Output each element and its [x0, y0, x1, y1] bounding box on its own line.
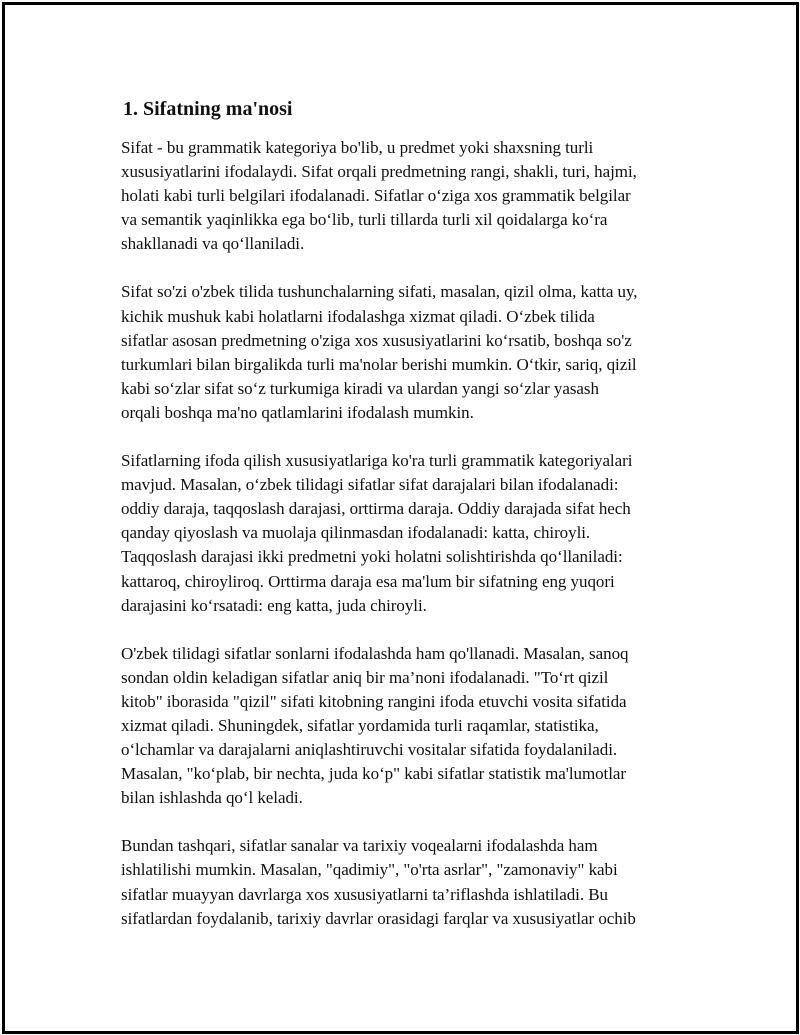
paragraph-line: Masalan, "ko‘plab, bir nechta, juda ko‘p" kabi sifatlar statistik ma'lumotlar [121, 764, 627, 784]
document-body [121, 95, 696, 955]
paragraph-line: sifatlar asosan predmetning o'ziga xos xususiyatlarini ko‘rsatib, boshqa so'z [121, 330, 632, 350]
paragraph-line: va semantik yaqinlikka ega bo‘lib, turli tillarda turli xil qoidalarga ko‘ra [121, 210, 608, 230]
paragraph-line: turkumlari bilan birgalikda turli ma'nolar berishi mumkin. O‘tkir, sariq, qizil [121, 354, 637, 374]
paragraph-line: xususiyatlarini ifodalaydi. Sifat orqali predmetning rangi, shakli, turi, hajmi, [121, 162, 637, 182]
body-paragraph [121, 449, 696, 618]
body-paragraph [121, 136, 696, 256]
paragraph-line: bilan ishlashda qo‘l keladi. [121, 788, 303, 808]
paragraph-line: Sifat so'zi o'zbek tilida tushunchalarning sifati, masalan, qizil olma, katta uy, [121, 282, 638, 302]
paragraph-line: mavjud. Masalan, o‘zbek tilidagi sifatlar sifat darajalari bilan ifodalanadi: [121, 475, 619, 495]
section-title: 1. Sifatning ma'nosi [123, 98, 293, 120]
paragraph-line: kabi so‘zlar sifat so‘z turkumiga kiradi va ulardan yangi so‘zlar yasash [121, 378, 599, 398]
body-paragraph [121, 280, 696, 425]
paragraph-line: sondan oldin keladigan sifatlar aniq bir ma’noni ifodalanadi. "To‘rt qizil [121, 667, 609, 687]
body-paragraph [121, 834, 696, 930]
paragraph-line: Sifatlarning ifoda qilish xususiyatlariga ko'ra turli grammatik kategoriyalari [121, 451, 633, 471]
paragraph-line: kichik mushuk kabi holatlarni ifodalashga xizmat qiladi. O‘zbek tilida [121, 306, 595, 326]
paragraph-line: oddiy daraja, taqqoslash darajasi, orttirma daraja. Oddiy darajada sifat hech [121, 499, 631, 519]
paragraph-line: kitob" iborasida "qizil" sifati kitobning rangini ifoda etuvchi vosita sifatida [121, 691, 627, 711]
paragraph-line: holati kabi turli belgilari ifodalanadi. Sifatlar o‘ziga xos grammatik belgilar [121, 186, 631, 206]
paragraph-list [121, 136, 696, 931]
body-paragraph [121, 642, 696, 811]
paragraph-line: ishlatilishi mumkin. Masalan, "qadimiy", "o'rta asrlar", "zamonaviy" kabi [121, 860, 618, 880]
paragraph-line: orqali boshqa ma'no qatlamlarini ifodalash mumkin. [121, 402, 474, 422]
paragraph-line: qanday qiyoslash va muolaja qilinmasdan ifodalanadi: katta, chiroyli. [121, 523, 591, 543]
paragraph-line: shakllanadi va qo‘llaniladi. [121, 234, 305, 254]
paragraph-line: Sifat - bu grammatik kategoriya bo'lib, u predmet yoki shaxsning turli [121, 138, 594, 157]
paragraph-line: kattaroq, chiroyliroq. Orttirma daraja esa ma'lum bir sifatning eng yuqori [121, 571, 615, 591]
paragraph-line: Taqqoslash darajasi ikki predmetni yoki holatni solishtirishda qo‘llaniladi: [121, 547, 623, 567]
paragraph-line: xizmat qiladi. Shuningdek, sifatlar yordamida turli raqamlar, statistika, [121, 715, 599, 735]
paragraph-line: darajasini ko‘rsatadi: eng katta, juda chiroyli. [121, 595, 427, 615]
paragraph-line: sifatlardan foydalanib, tarixiy davrlar orasidagi farqlar va xususiyatlar ochib [121, 908, 636, 928]
paragraph-line: o‘lchamlar va darajalarni aniqlashtiruvchi vositalar sifatida foydalaniladi. [121, 740, 618, 760]
page-frame [2, 2, 799, 1034]
paragraph-line: sifatlar muayyan davrlarga xos xususiyatlarni ta’riflashda ishlatiladi. Bu [121, 884, 608, 904]
paragraph-line: O'zbek tilidagi sifatlar sonlarni ifodalashda ham qo'llanadi. Masalan, sanoq [121, 643, 629, 663]
paragraph-line: Bundan tashqari, sifatlar sanalar va tarixiy voqealarni ifodalashda ham [121, 836, 598, 856]
